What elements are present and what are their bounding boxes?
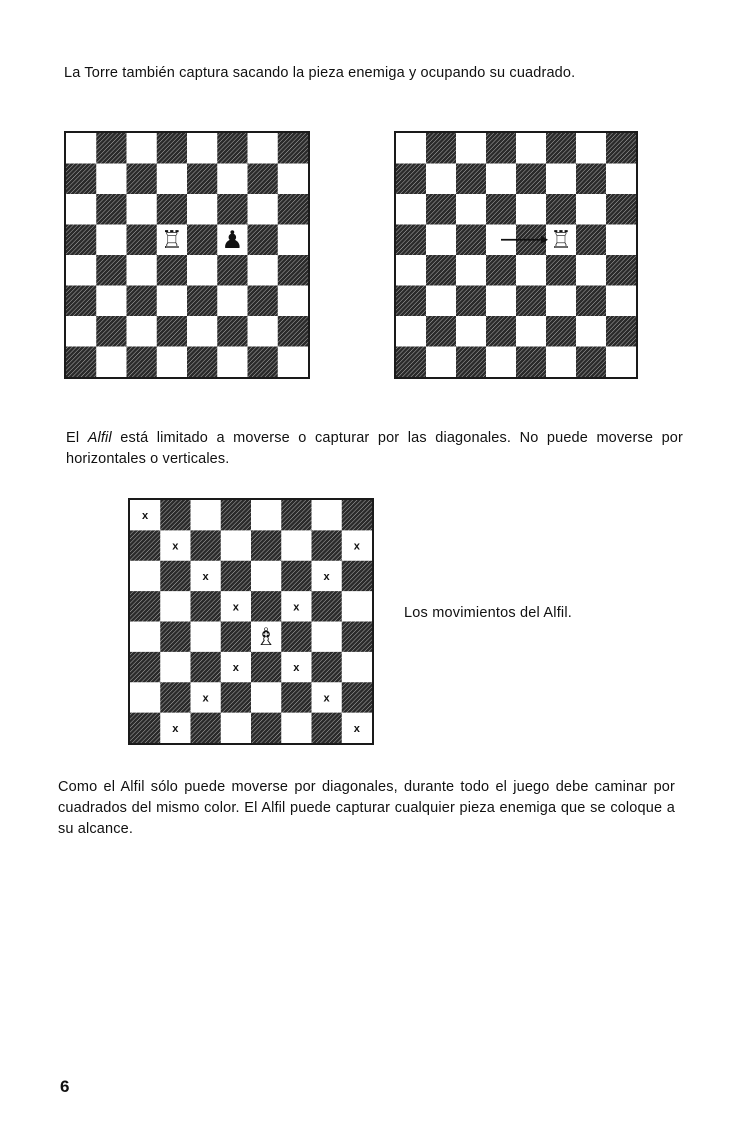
dark-square — [130, 591, 160, 621]
chessboard-bishop-moves — [130, 500, 372, 743]
dark-square — [576, 347, 606, 378]
move-mark: x — [172, 540, 179, 553]
dark-square — [130, 713, 160, 743]
dark-square — [248, 225, 278, 256]
rook-capture-after-diagram — [394, 131, 638, 379]
dark-square — [486, 316, 516, 347]
dark-square — [251, 652, 281, 682]
dark-square — [606, 316, 636, 347]
dark-square — [546, 194, 576, 225]
dark-square — [278, 133, 308, 164]
dark-square — [546, 316, 576, 347]
dark-square — [191, 530, 221, 560]
dark-square — [160, 500, 190, 530]
move-mark: x — [202, 570, 209, 583]
dark-square — [342, 500, 372, 530]
dark-square — [251, 713, 281, 743]
move-mark: x — [353, 540, 360, 553]
dark-square — [606, 255, 636, 286]
dark-square — [217, 255, 247, 286]
dark-square — [96, 194, 126, 225]
dark-square — [281, 500, 311, 530]
bishop-moves-diagram — [128, 498, 374, 745]
move-mark: x — [172, 722, 179, 735]
dark-square — [96, 133, 126, 164]
dark-square — [456, 225, 486, 256]
dark-square — [456, 347, 486, 378]
bishop-white-piece: ♗ — [255, 621, 277, 651]
bishop-intro-italic: Alfil — [87, 430, 112, 446]
dark-square — [312, 713, 342, 743]
dark-square — [426, 316, 456, 347]
dark-square — [606, 194, 636, 225]
dark-square — [486, 255, 516, 286]
dark-square — [396, 347, 426, 378]
dark-square — [187, 164, 217, 195]
dark-square — [248, 164, 278, 195]
bishop-note-paragraph: Como el Alfil sólo puede moverse por diagonales, durante todo el juego debe caminar por cuadrados del mismo color. El Alfil puede capturar cualquier pieza enemiga que se coloque a su alcance. — [58, 779, 675, 837]
dark-square — [278, 316, 308, 347]
dark-square — [221, 561, 251, 591]
move-mark: x — [142, 510, 149, 523]
dark-square — [217, 194, 247, 225]
page-number: 6 — [60, 1077, 70, 1096]
bishop-intro-pre: El — [66, 430, 88, 446]
bishop-intro-paragraph — [66, 428, 683, 470]
dark-square — [456, 286, 486, 317]
dark-square — [426, 194, 456, 225]
dark-square — [127, 164, 157, 195]
dark-square — [66, 347, 96, 378]
dark-square — [281, 622, 311, 652]
dark-square — [312, 591, 342, 621]
chessboard-rook-after — [396, 133, 636, 377]
dark-square — [342, 622, 372, 652]
dark-square — [251, 591, 281, 621]
dark-square — [157, 316, 187, 347]
dark-square — [187, 286, 217, 317]
dark-square — [221, 622, 251, 652]
move-mark: x — [353, 722, 360, 735]
dark-square — [221, 682, 251, 712]
dark-square — [96, 255, 126, 286]
dark-square — [312, 530, 342, 560]
dark-square — [130, 530, 160, 560]
dark-square — [426, 255, 456, 286]
rook-white-piece: ♖ — [550, 225, 572, 254]
bishop-intro-post: está limitado a moverse o capturar por las diagonales. No puede moverse por horizontales o verticales. — [66, 430, 684, 467]
dark-square — [221, 500, 251, 530]
pawn-black-piece: ♟ — [221, 224, 244, 254]
dark-square — [127, 225, 157, 256]
dark-square — [66, 164, 96, 195]
dark-square — [248, 347, 278, 378]
dark-square — [160, 561, 190, 591]
dark-square — [96, 316, 126, 347]
dark-square — [426, 133, 456, 164]
dark-square — [546, 133, 576, 164]
dark-square — [191, 713, 221, 743]
move-mark: x — [323, 570, 330, 583]
dark-square — [546, 255, 576, 286]
dark-square — [248, 286, 278, 317]
dark-square — [396, 225, 426, 256]
dark-square — [606, 133, 636, 164]
dark-square — [130, 652, 160, 682]
rook-white-piece: ♖ — [161, 224, 183, 254]
dark-square — [312, 652, 342, 682]
dark-square — [66, 286, 96, 317]
dark-square — [486, 133, 516, 164]
dark-square — [396, 286, 426, 317]
dark-square — [217, 133, 247, 164]
chessboard-rook-before — [66, 133, 308, 377]
dark-square — [516, 347, 546, 378]
dark-square — [486, 194, 516, 225]
dark-square — [516, 164, 546, 195]
rook-capture-paragraph: La Torre también captura sacando la pieza enemiga y ocupando su cuadrado. — [64, 65, 576, 81]
dark-square — [157, 194, 187, 225]
dark-square — [251, 530, 281, 560]
bishop-moves-caption: Los movimientos del Alfil. — [404, 605, 572, 621]
move-mark: x — [202, 692, 209, 705]
dark-square — [281, 682, 311, 712]
dark-square — [157, 255, 187, 286]
move-mark: x — [232, 662, 239, 675]
dark-square — [160, 622, 190, 652]
dark-square — [342, 682, 372, 712]
dark-square — [456, 164, 486, 195]
dark-square — [66, 225, 96, 256]
dark-square — [187, 225, 217, 256]
dark-square — [191, 591, 221, 621]
move-mark: x — [232, 601, 239, 614]
dark-square — [217, 316, 247, 347]
dark-square — [576, 286, 606, 317]
dark-square — [157, 133, 187, 164]
dark-square — [278, 194, 308, 225]
dark-square — [576, 164, 606, 195]
rook-capture-before-diagram — [64, 131, 310, 379]
dark-square — [160, 682, 190, 712]
dark-square — [396, 164, 426, 195]
dark-square — [278, 255, 308, 286]
dark-square — [187, 347, 217, 378]
dark-square — [516, 286, 546, 317]
dark-square — [281, 561, 311, 591]
dark-square — [127, 286, 157, 317]
dark-square — [127, 347, 157, 378]
move-mark: x — [323, 692, 330, 705]
move-mark: x — [293, 601, 300, 614]
move-mark: x — [293, 662, 300, 675]
dark-square — [342, 561, 372, 591]
dark-square — [576, 225, 606, 256]
dark-square — [191, 652, 221, 682]
